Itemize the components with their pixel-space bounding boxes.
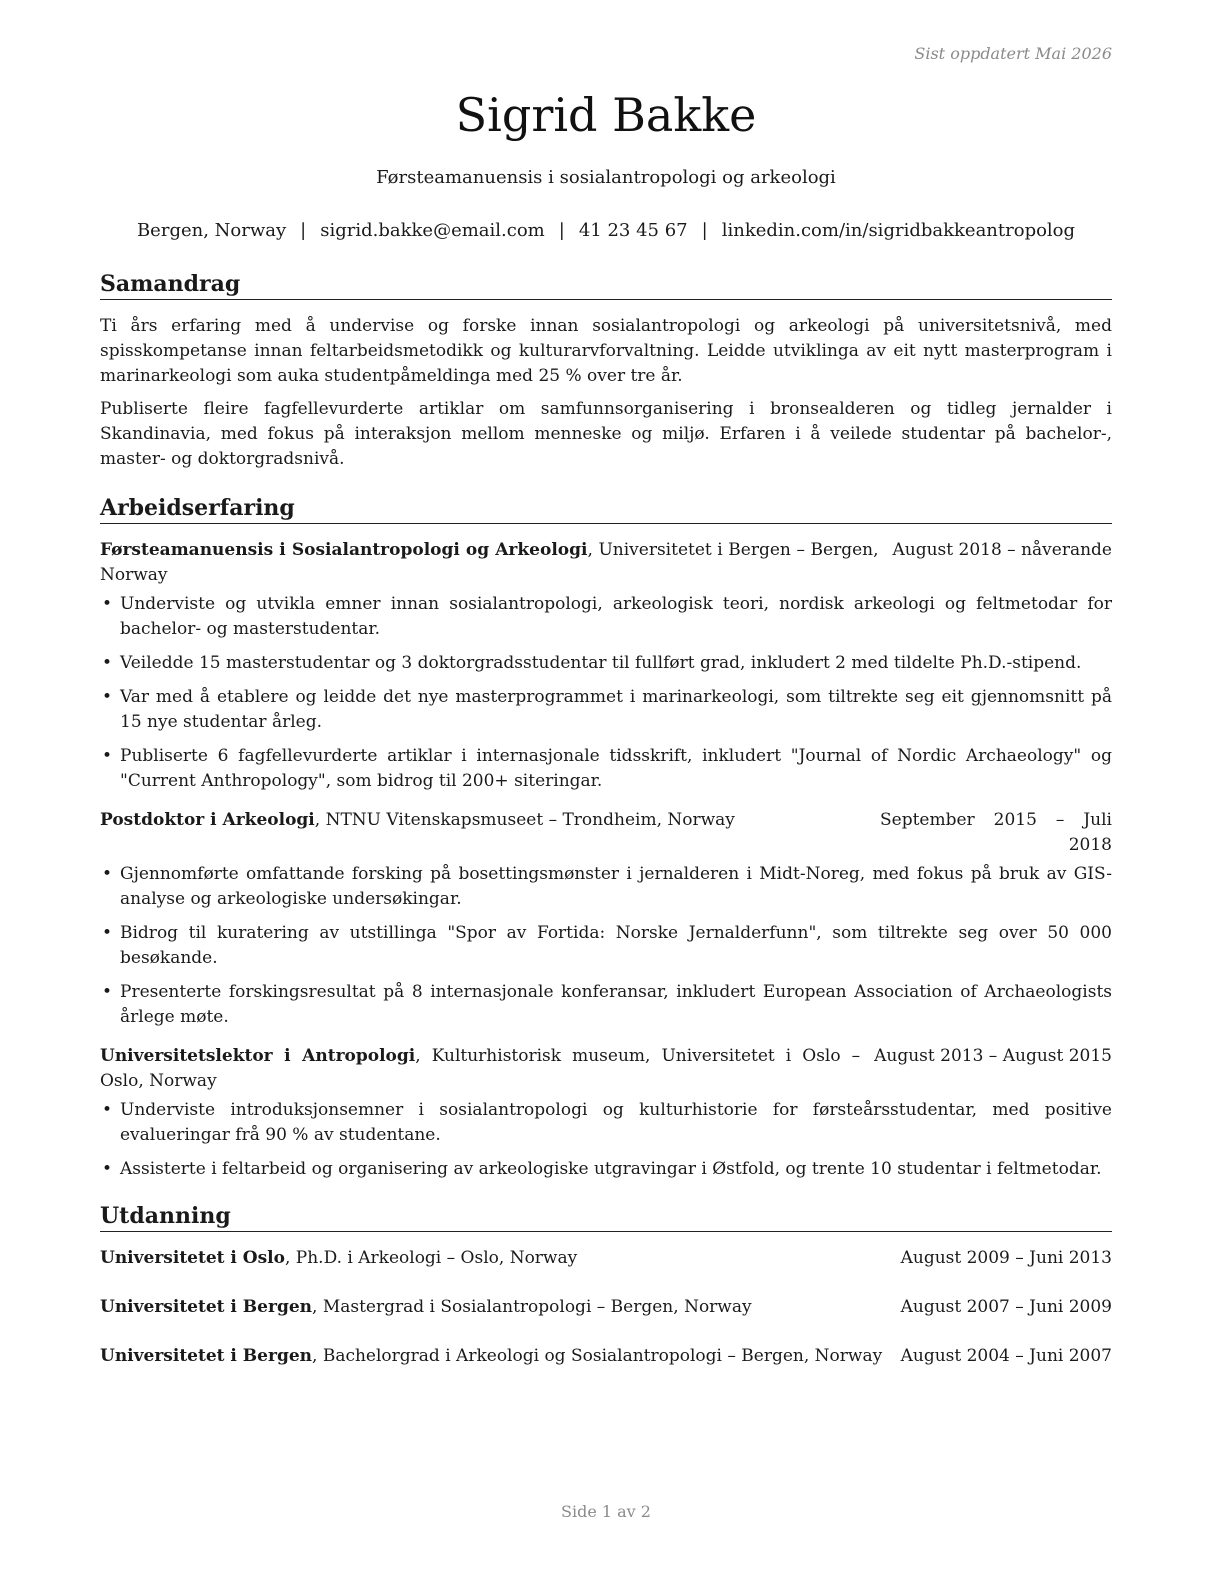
- page-number: Side 1 av 2: [561, 1502, 651, 1521]
- job-organization: , NTNU Vitenskapsmuseet – Trondheim, Norway: [314, 810, 735, 830]
- job-header: [100, 808, 1112, 858]
- job-bullets: [100, 1098, 1112, 1182]
- resume-page: [100, 0, 1112, 1584]
- job-bullet: • Assisterte i feltarbeid og organisering av arkeologiske utgravingar i Østfold, og trente 10 studentar i feltmetodar.: [100, 1157, 1112, 1182]
- job-dates: September 2015 – Juli 2018: [880, 810, 1112, 855]
- summary-paragraph: Publiserte fleire fagfellevurderte artiklar om samfunnsorganisering i bronsealderen og tidleg jernalder i Skandinavia, med fokus på interaksjon mellom menneske og miljø. Erfaren i å veilede studentar på bachelor-, master- og doktorgradsnivå.: [100, 399, 1112, 469]
- education-school: Universitetet i Oslo: [100, 1248, 285, 1268]
- section-title-education: Utdanning: [100, 1202, 1112, 1232]
- job-bullets: [100, 592, 1112, 794]
- education-dates: August 2004 – Juni 2007: [900, 1346, 1112, 1366]
- job-title: Førsteamanuensis i sosialantropologi og arkeologi: [376, 167, 836, 188]
- job-bullet: • Publiserte 6 fagfellevurderte artiklar i internasjonale tidsskrift, inkludert "Journal of Nordic Archaeology" og "Current Anthropology", som bidrog til 200+ siteringar.: [100, 744, 1112, 794]
- resume-body: [100, 270, 1112, 1393]
- contact-location: Bergen, Norway: [136, 220, 287, 241]
- job-header: [100, 538, 1112, 588]
- job-entry: [100, 1044, 1112, 1182]
- job-organization: , Universitetet i Bergen – Bergen, Norway: [100, 540, 879, 585]
- job-role: Universitetslektor i Antropologi: [100, 1046, 416, 1066]
- job-bullet: • Veiledde 15 masterstudentar og 3 doktorgradsstudentar til fullført grad, inkludert 2 med tildelte Ph.D.-stipend.: [100, 651, 1112, 676]
- education-entry: [100, 1246, 1112, 1271]
- candidate-name: Sigrid Bakke: [455, 88, 757, 142]
- education-detail: , Ph.D. i Arkeologi – Oslo, Norway: [284, 1248, 578, 1268]
- contact-separator: |: [701, 220, 708, 241]
- job-dates: August 2018 – nåverande: [892, 540, 1112, 560]
- job-organization: , Kulturhistorisk museum, Universitetet i Oslo – Oslo, Norway: [100, 1046, 861, 1091]
- last-updated: Sist oppdatert Mai 2026: [914, 44, 1112, 63]
- job-role: Postdoktor i Arkeologi: [100, 810, 315, 830]
- education-entry: [100, 1295, 1112, 1320]
- contact-line: [100, 220, 1112, 241]
- contact-separator: |: [558, 220, 565, 241]
- job-bullet: • Underviste introduksjonsemner i sosialantropologi og kulturhistorie for førsteårsstudentar, med positive evalueringar frå 90 % av studentane.: [100, 1098, 1112, 1148]
- job-bullet: • Presenterte forskingsresultat på 8 internasjonale konferansar, inkludert European Association of Archaeologists årlege møte.: [100, 980, 1112, 1030]
- job-header: [100, 1044, 1112, 1094]
- job-dates: August 2013 – August 2015: [874, 1046, 1112, 1066]
- job-role: Førsteamanuensis i Sosialantropologi og Arkeologi: [100, 540, 588, 560]
- education-school: Universitetet i Bergen: [100, 1297, 313, 1317]
- job-bullet: • Underviste og utvikla emner innan sosialantropologi, arkeologisk teori, nordisk arkeologi og feltmetodar for bachelor- og masterstudentar.: [100, 592, 1112, 642]
- job-bullets: [100, 862, 1112, 1030]
- section-title-experience: Arbeidserfaring: [100, 494, 1112, 524]
- summary-paragraph: Ti års erfaring med å undervise og forske innan sosialantropologi og arkeologi på universitetsnivå, med spisskompetanse innan feltarbeidsmetodikk og kulturarvforvaltning. Leidde utviklinga av eit nytt masterprogram i marinarkeologi som auka studentpåmeldinga med 25 % over tre år.: [100, 316, 1112, 386]
- education-dates: August 2009 – Juni 2013: [900, 1248, 1112, 1268]
- education-dates: August 2007 – Juni 2009: [900, 1297, 1112, 1317]
- job-entry: [100, 808, 1112, 1030]
- job-entry: [100, 538, 1112, 794]
- job-bullet: • Bidrog til kuratering av utstillinga "Spor av Fortida: Norske Jernalderfunn", som tiltrekte seg over 50 000 besøkande.: [100, 921, 1112, 971]
- job-bullet: • Var med å etablere og leidde det nye masterprogrammet i marinarkeologi, som tiltrekte seg eit gjennomsnitt på 15 nye studentar årleg.: [100, 685, 1112, 735]
- contact-email[interactable]: sigrid.bakke@email.com: [320, 220, 545, 241]
- section-title-summary: Samandrag: [100, 270, 1112, 300]
- summary-section: [100, 270, 1112, 472]
- education-detail: , Bachelorgrad i Arkeologi og Sosialantropologi – Bergen, Norway: [312, 1346, 883, 1366]
- experience-section: [100, 494, 1112, 1182]
- education-section: [100, 1202, 1112, 1369]
- education-school: Universitetet i Bergen: [100, 1346, 313, 1366]
- job-bullet: • Gjennomførte omfattande forsking på bosettingsmønster i jernalderen i Midt-Noreg, med fokus på bruk av GIS-analyse og arkeologiske undersøkingar.: [100, 862, 1112, 912]
- education-entry: [100, 1344, 1112, 1369]
- contact-linkedin[interactable]: linkedin.com/in/sigridbakkeantropolog: [721, 220, 1076, 241]
- education-detail: , Mastergrad i Sosialantropologi – Bergen, Norway: [312, 1297, 752, 1317]
- contact-phone: 41 23 45 67: [578, 220, 688, 241]
- contact-separator: |: [300, 220, 307, 241]
